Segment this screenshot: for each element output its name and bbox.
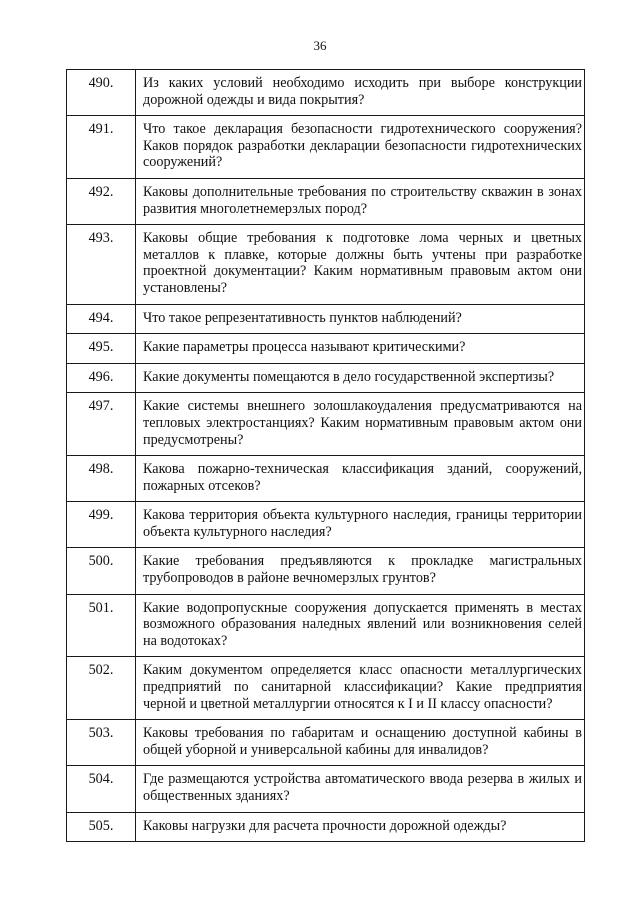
table-row bbox=[67, 363, 585, 393]
question-number: 500. bbox=[67, 548, 136, 594]
question-text: Каковы дополнительные требования по строительству скважин в зонах развития многолетнемерзлых пород? bbox=[136, 178, 585, 224]
table-row bbox=[67, 766, 585, 812]
question-number: 494. bbox=[67, 304, 136, 334]
table-row bbox=[67, 456, 585, 502]
table-row bbox=[67, 657, 585, 720]
table-row bbox=[67, 594, 585, 657]
question-number: 505. bbox=[67, 812, 136, 842]
table-row bbox=[67, 116, 585, 179]
question-text: Какие требования предъявляются к прокладке магистральных трубопроводов в районе вечномерзлых грунтов? bbox=[136, 548, 585, 594]
question-text: Каковы общие требования к подготовке лома черных и цветных металлов к плавке, которые должны быть учтены при разработке проектной документации? Каким нормативным правовым актом они установлены? bbox=[136, 225, 585, 304]
questions-table bbox=[66, 69, 585, 842]
question-number: 495. bbox=[67, 334, 136, 364]
question-number: 496. bbox=[67, 363, 136, 393]
table-row bbox=[67, 812, 585, 842]
question-number: 501. bbox=[67, 594, 136, 657]
table-row bbox=[67, 225, 585, 304]
question-number: 498. bbox=[67, 456, 136, 502]
table-row bbox=[67, 502, 585, 548]
question-text: Из каких условий необходимо исходить при выборе конструкции дорожной одежды и вида покрытия? bbox=[136, 70, 585, 116]
question-text: Что такое репрезентативность пунктов наблюдений? bbox=[136, 304, 585, 334]
question-text: Какие параметры процесса называют критическими? bbox=[136, 334, 585, 364]
question-text: Каковы требования по габаритам и оснащению доступной кабины в общей уборной и универсальной кабины для инвалидов? bbox=[136, 720, 585, 766]
table-row bbox=[67, 70, 585, 116]
table-row bbox=[67, 393, 585, 456]
page-number: 36 bbox=[313, 38, 327, 53]
question-text: Что такое декларация безопасности гидротехнического сооружения? Каков порядок разработки декларации безопасности гидротехнических сооружений? bbox=[136, 116, 585, 179]
question-number: 491. bbox=[67, 116, 136, 179]
table-row bbox=[67, 720, 585, 766]
table-row bbox=[67, 304, 585, 334]
question-number: 493. bbox=[67, 225, 136, 304]
question-text: Какова территория объекта культурного наследия, границы территории объекта культурного наследия? bbox=[136, 502, 585, 548]
question-text: Каким документом определяется класс опасности металлургических предприятий по санитарной классификации? Какие предприятия черной и цветной металлургии относятся к I и II классу опасности? bbox=[136, 657, 585, 720]
question-text: Где размещаются устройства автоматического ввода резерва в жилых и общественных зданиях? bbox=[136, 766, 585, 812]
question-text: Какие документы помещаются в дело государственной экспертизы? bbox=[136, 363, 585, 393]
question-text: Какие системы внешнего золошлакоудаления предусматриваются на тепловых электростанциях? Каким нормативным правовым актом они предусмотрены? bbox=[136, 393, 585, 456]
table-row bbox=[67, 178, 585, 224]
table-row bbox=[67, 548, 585, 594]
question-number: 497. bbox=[67, 393, 136, 456]
question-number: 502. bbox=[67, 657, 136, 720]
question-number: 490. bbox=[67, 70, 136, 116]
question-number: 503. bbox=[67, 720, 136, 766]
question-number: 504. bbox=[67, 766, 136, 812]
question-number: 499. bbox=[67, 502, 136, 548]
question-number: 492. bbox=[67, 178, 136, 224]
table-row bbox=[67, 334, 585, 364]
question-text: Какова пожарно-техническая классификация зданий, сооружений, пожарных отсеков? bbox=[136, 456, 585, 502]
question-text: Каковы нагрузки для расчета прочности дорожной одежды? bbox=[136, 812, 585, 842]
question-text: Какие водопропускные сооружения допускается применять в местах возможного образования наледных явлений или возникновения селей на водотоках? bbox=[136, 594, 585, 657]
